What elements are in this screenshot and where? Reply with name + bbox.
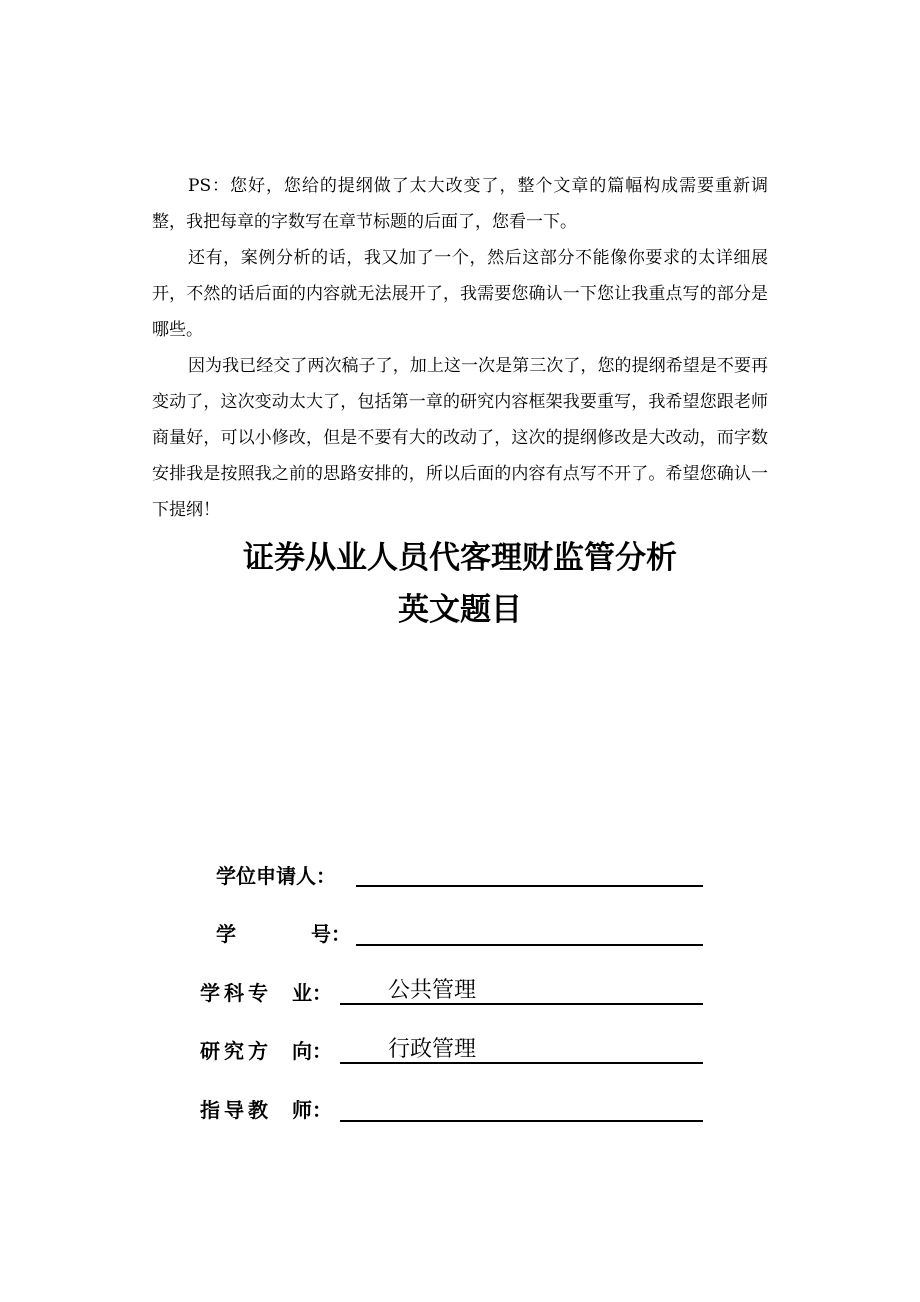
applicant-underline (356, 885, 703, 887)
major-label-second: 业： (292, 981, 332, 1005)
note-paragraph-1: PS：您好，您给的提纲做了太大改变了，整个文章的篇幅构成需要重新调整，我把每章的字数写在章节标题的后面了，您看一下。 (152, 176, 768, 232)
student-id-underline (356, 944, 703, 946)
student-id-label-first: 学 (216, 922, 236, 946)
major-underline (340, 1003, 703, 1005)
english-title-placeholder: 英文题目 (398, 592, 522, 628)
student-id-label-second: 号： (311, 922, 351, 946)
advisor-label-second: 师： (292, 1098, 332, 1122)
thesis-title: 证券从业人员代客理财监管分析 (243, 540, 677, 576)
research-underline (340, 1062, 703, 1064)
note-section (152, 168, 768, 528)
research-label-first: 研究方 (200, 1039, 272, 1063)
note-paragraph-3: 因为我已经交了两次稿子了，加上这一次是第三次了，您的提纲希望是不要再变动了，这次变动太大了，包括第一章的研究内容框架我要重写，我希望您跟老师商量好，可以小修改，但是不要有大的改动了，这次的提纲修改是大改动，而字数安排我是按照我之前的思路安排的，所以后面的内容有点写不开了。希望您确认一下提纲！ (152, 356, 768, 520)
note-paragraph-2: 还有，案例分析的话，我又加了一个，然后这部分不能像你要求的太详细展开，不然的话后面的内容就无法展开了，我需要您确认一下您让我重点写的部分是哪些。 (152, 248, 768, 340)
advisor-label-first: 指导教 (200, 1098, 272, 1122)
applicant-label: 学位申请人： (216, 864, 336, 888)
advisor-underline (340, 1120, 703, 1122)
research-label-second: 向： (292, 1039, 332, 1063)
major-label-first: 学科专 (200, 981, 272, 1005)
major-value: 公共管理 (388, 978, 477, 1003)
research-value: 行政管理 (388, 1037, 477, 1062)
